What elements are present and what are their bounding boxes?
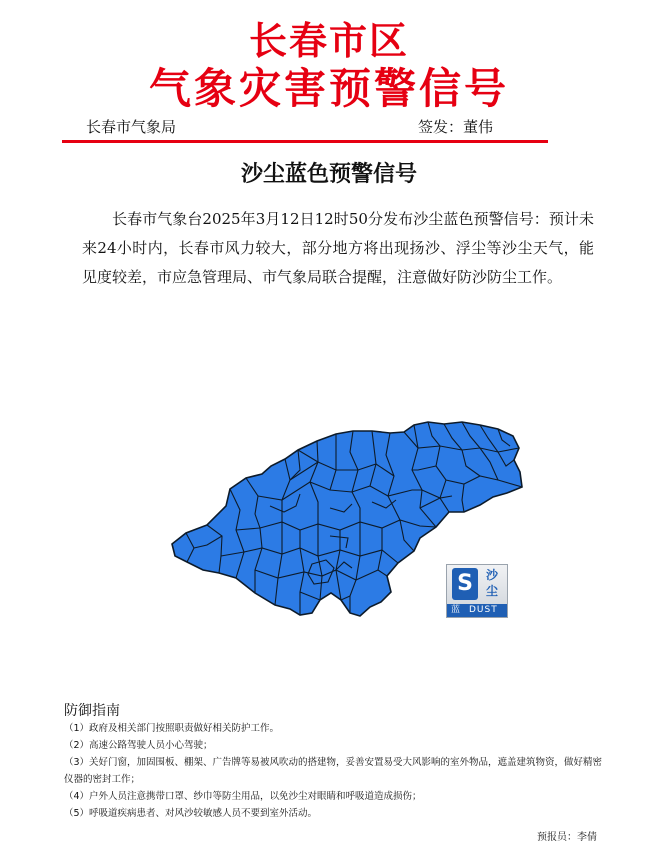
- guide-item: （5）呼吸道疾病患者、对风沙较敏感人员不要到室外活动。: [64, 808, 318, 819]
- warning-body: 长春市气象台2025年3月12日12时50分发布沙尘蓝色预警信号：预计未来24小时内，长春市风力较大，部分地方将出现扬沙、浮尘等沙尘天气，能见度较差，市应急管理局、市气象局联合提醒，注意做好防沙防尘工作。: [82, 210, 594, 286]
- issuer-label: 长春市气象局: [86, 118, 177, 136]
- dust-warning-icon: [446, 564, 508, 618]
- guide-item: （2）高速公路驾驶人员小心驾驶；: [64, 740, 213, 751]
- title-line-2: 气象灾害预警信号: [148, 64, 509, 113]
- warning-subtitle: 沙尘蓝色预警信号: [240, 162, 417, 187]
- signer-label: 签发：董伟: [418, 118, 494, 136]
- forecaster-label: 预报员：李倩: [537, 832, 597, 843]
- dust-s-icon: S: [452, 568, 478, 600]
- dust-cn-label: 沙尘: [485, 568, 498, 598]
- guide-list: [64, 720, 604, 822]
- dust-label-bar: [447, 604, 507, 617]
- dust-en-label: DUST: [469, 605, 498, 615]
- guide-title: 防御指南: [64, 703, 120, 719]
- dust-level-label: 蓝: [451, 605, 461, 615]
- title-line-1: 长春市区: [248, 19, 409, 63]
- guide-item: （1）政府及相关部门按照职责做好相关防护工作。: [64, 723, 280, 734]
- guide-item: （4）户外人员注意携带口罩、纱巾等防尘用品，以免沙尘对眼睛和呼吸道造成损伤；: [64, 791, 422, 802]
- guide-item: （3）关好门窗，加固围板、棚架、广告牌等易被风吹动的搭建物，妥善安置易受大风影响的室外物品，遮盖建筑物资，做好精密仪器的密封工作；: [64, 757, 603, 785]
